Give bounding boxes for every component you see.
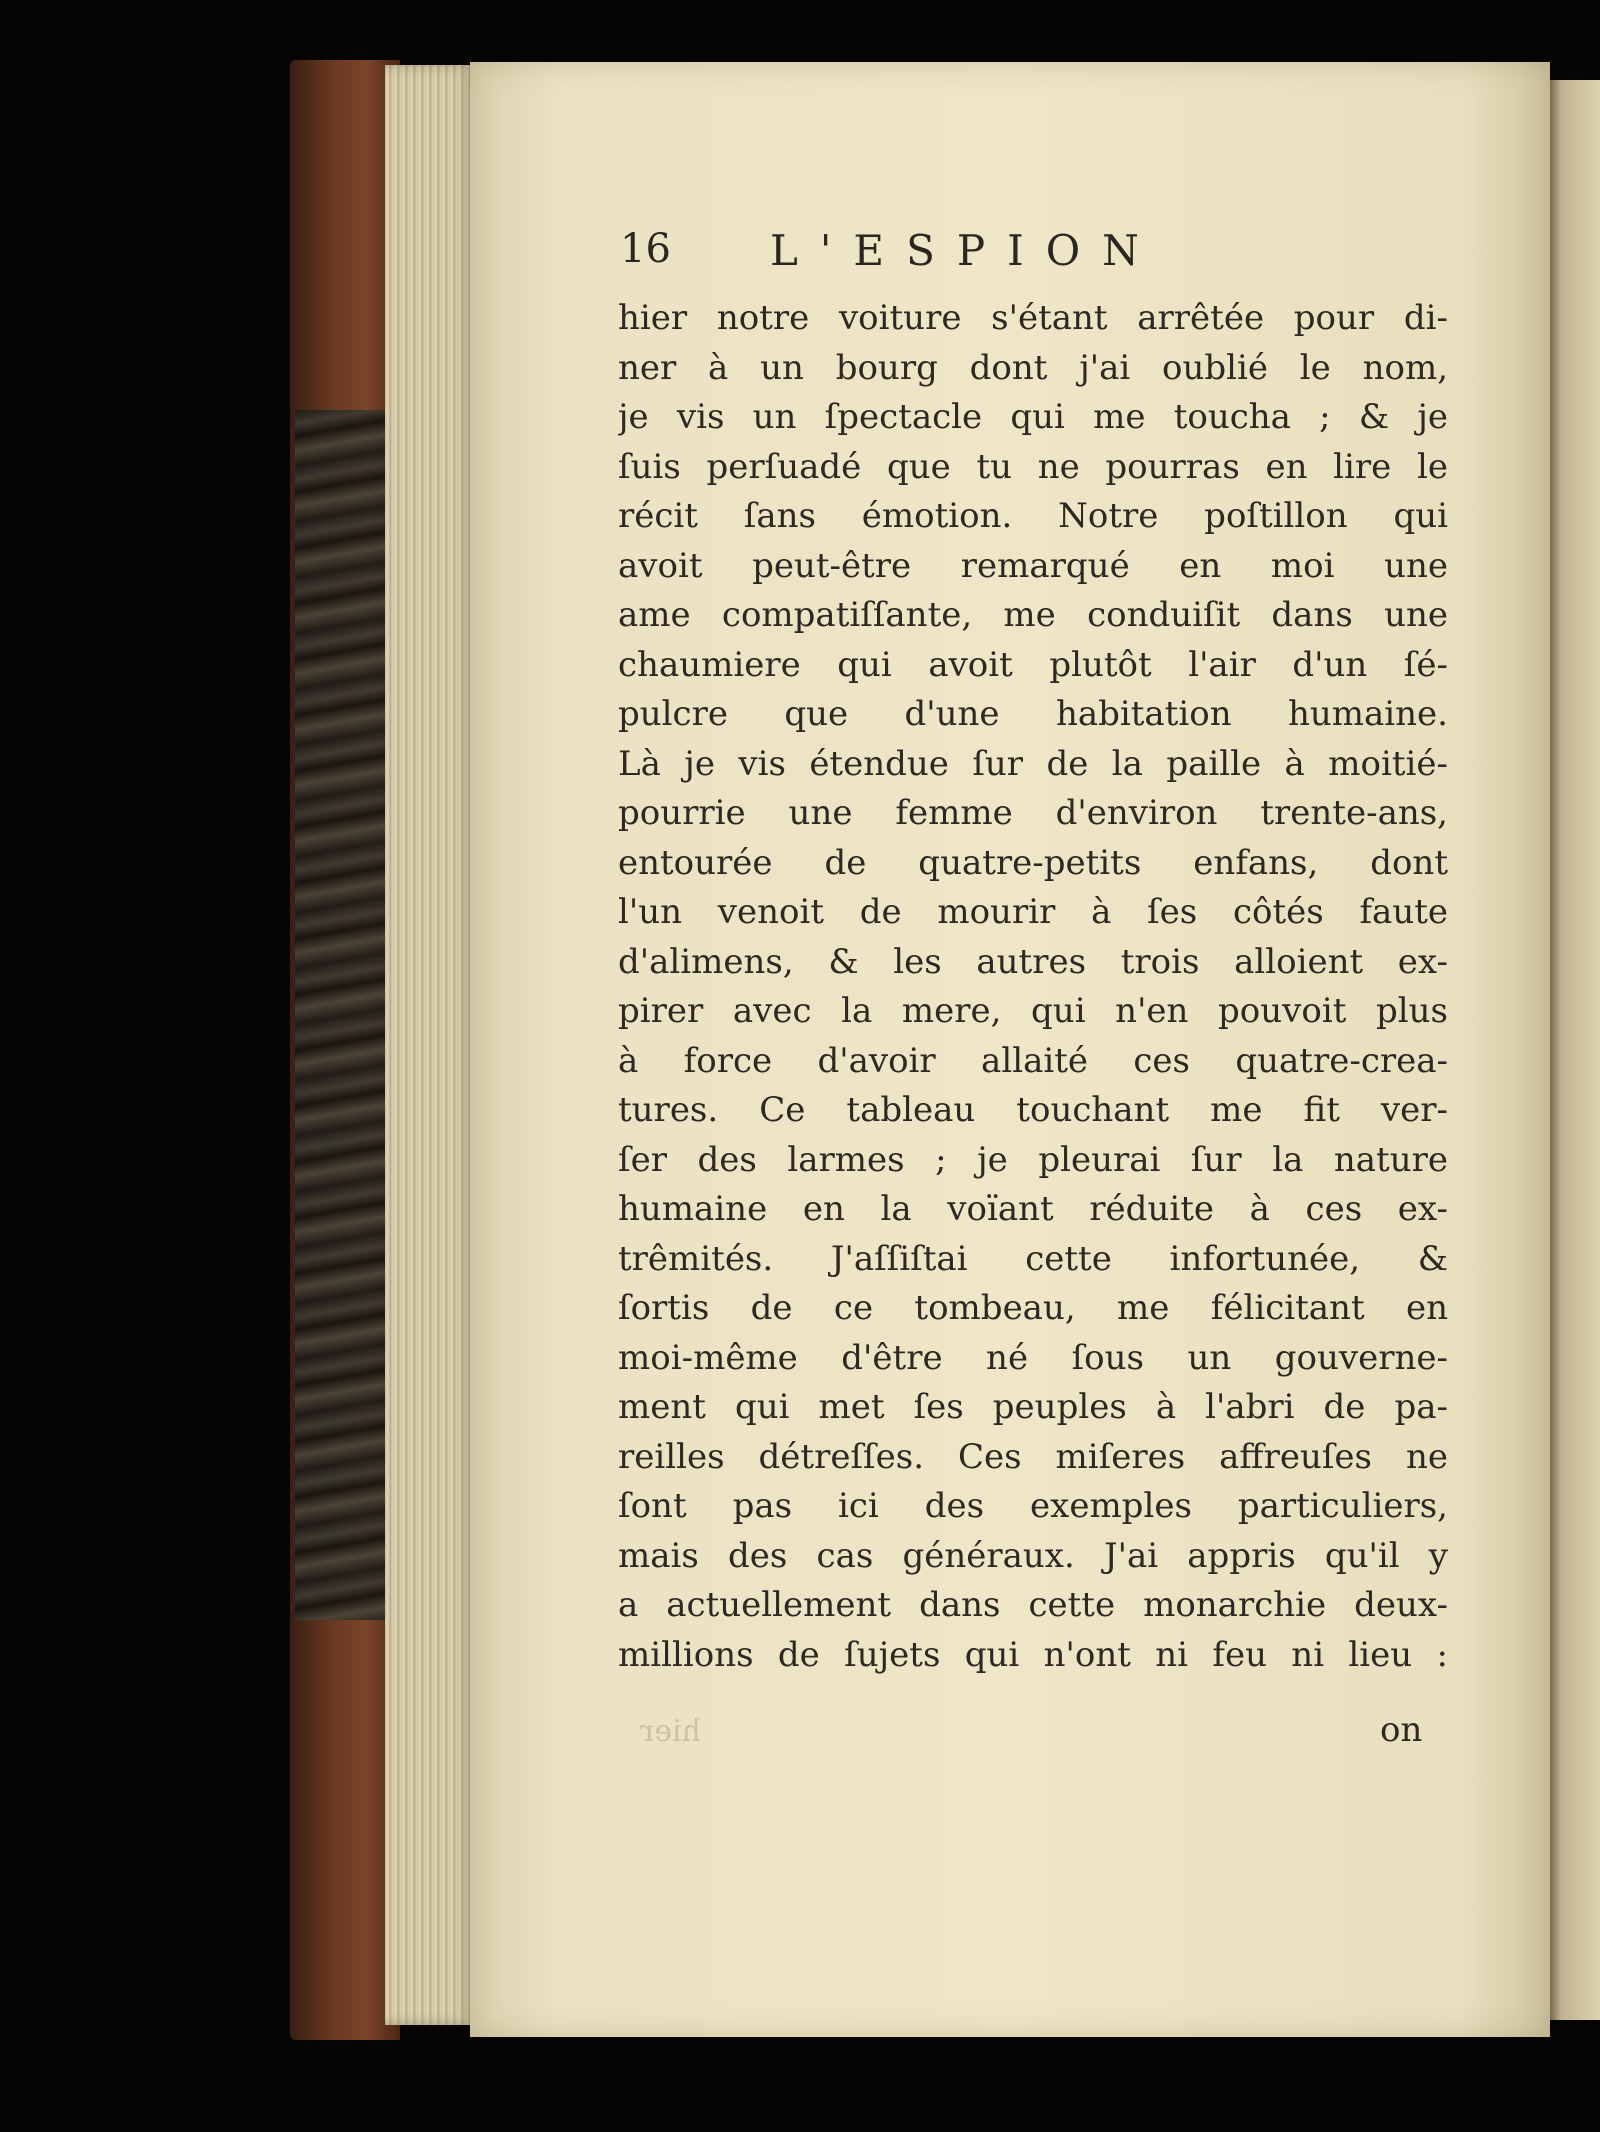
text-line: d'alimens, & les autres trois alloient ex- bbox=[618, 941, 1448, 982]
text-line: a actuellement dans cette monarchie deux- bbox=[618, 1585, 1448, 1625]
text-line: millions de ſujets qui n'ont ni feu ni lieu : bbox=[618, 1634, 1448, 1675]
text-line: reilles détreſſes. Ces miſeres affreuſes ne bbox=[618, 1436, 1448, 1477]
page-edges bbox=[385, 65, 475, 2025]
text-line: tures. Ce tableau touchant me fit ver- bbox=[618, 1090, 1448, 1130]
text-line: Là je vis étendue ſur de la paille à moitié- bbox=[618, 743, 1448, 784]
body-text bbox=[618, 294, 1448, 1680]
text-line: ſer des larmes ; je pleurai ſur la nature bbox=[618, 1139, 1448, 1180]
text-line: ſont pas ici des exemples particuliers, bbox=[618, 1486, 1448, 1526]
catchword: on bbox=[1380, 1710, 1423, 1750]
running-head: L'ESPION bbox=[770, 226, 1161, 275]
text-line: avoit peut-être remarqué en moi une bbox=[618, 545, 1448, 586]
text-line: pulcre que d'une habitation humaine. bbox=[618, 694, 1448, 734]
next-page-edge bbox=[1548, 80, 1600, 2020]
page-header bbox=[620, 226, 1260, 286]
text-line: l'un venoit de mourir à ſes côtés faute bbox=[618, 892, 1448, 932]
text-line: ner à un bourg dont j'ai oublié le nom, bbox=[618, 347, 1448, 388]
text-line: je vis un ſpectacle qui me toucha ; & je bbox=[618, 397, 1448, 437]
text-line: humaine en la voïant réduite à ces ex- bbox=[618, 1189, 1448, 1229]
text-line: ſuis perſuadé que tu ne pourras en lire le bbox=[618, 446, 1448, 487]
marbled-board bbox=[295, 410, 390, 1620]
text-line: mais des cas généraux. J'ai appris qu'il y bbox=[618, 1535, 1448, 1576]
text-line: chaumiere qui avoit plutôt l'air d'un ſé- bbox=[618, 644, 1448, 685]
text-line: hier notre voiture s'étant arrêtée pour di- bbox=[618, 298, 1448, 338]
text-line: ſortis de ce tombeau, me félicitant en bbox=[618, 1288, 1448, 1328]
page-number: 16 bbox=[620, 226, 671, 272]
bleed-through-text: hier bbox=[640, 1714, 702, 1749]
text-line: à force d'avoir allaité ces quatre-crea- bbox=[618, 1040, 1448, 1081]
text-line: récit ſans émotion. Notre poſtillon qui bbox=[618, 496, 1448, 536]
text-line: pourrie une femme d'environ trente-ans, bbox=[618, 793, 1448, 833]
text-line: ment qui met ſes peuples à l'abri de pa- bbox=[618, 1387, 1448, 1427]
text-line: moi-même d'être né ſous un gouverne- bbox=[618, 1337, 1448, 1378]
text-line: ame compatiſſante, me conduiſit dans une bbox=[618, 595, 1448, 635]
text-line: entourée de quatre-petits enfans, dont bbox=[618, 842, 1448, 883]
text-line: pirer avec la mere, qui n'en pouvoit plus bbox=[618, 991, 1448, 1031]
text-line: trêmités. J'aſſiſtai cette infortunée, & bbox=[618, 1238, 1448, 1279]
